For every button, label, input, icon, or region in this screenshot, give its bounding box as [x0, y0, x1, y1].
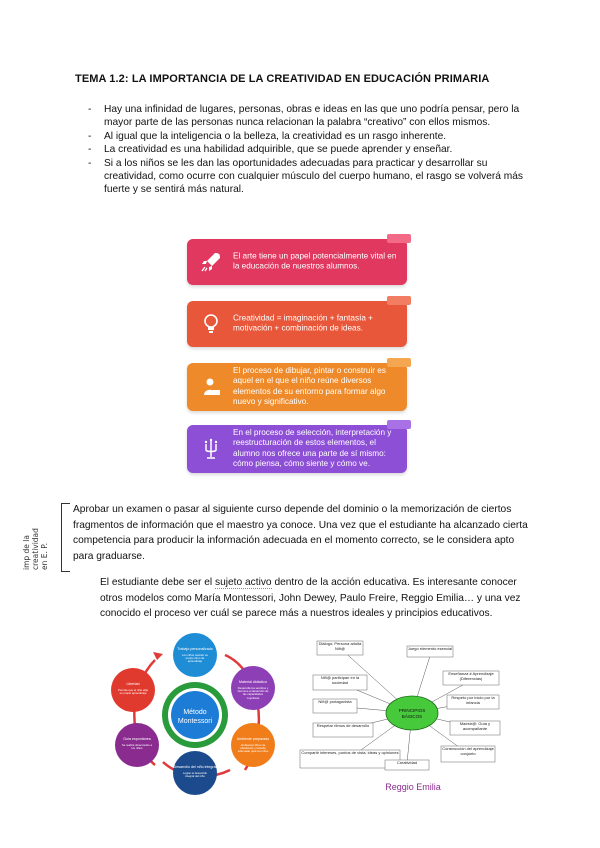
center-label: Método: [183, 709, 207, 716]
paragraph-active-subject: El estudiante debe ser el sujeto activo dentro de la acción educativa. Es interesante conocer otros modelos como María Montessori, John Dewey, Paulo Freire, Reggio Emilia… y una vez conocido el proceso ver cuál se parece más a nuestros ideales y principios educativos.: [100, 577, 521, 619]
list-item: - La creatividad es una habilidad adquirible, que se puede aprender y enseñar.: [88, 143, 528, 156]
card-text: El arte tiene un papel potencialmente vital en la educación de nuestros alumnos.: [233, 251, 397, 271]
svg-text:Guía espontánea: Guía espontánea: [123, 737, 151, 741]
list-item: - Si a los niños se les dan las oportunidades adecuadas para practicar y desarrollar su creatividad, como ocurre con cualquier músculo del cuerpo humano, el rasgo se volverá más fuerte y se sentirá más natural.: [88, 157, 528, 197]
card-selection-process: [187, 425, 407, 473]
bullet-list: [88, 103, 528, 197]
svg-text:Material didáctico: Material didáctico: [239, 680, 267, 684]
center-node: [386, 696, 438, 730]
card-text: En el proceso de selección, interpretación y reestructuración de estos elementos, el alumno nos ofrece una parte de sí mismo: cómo piensa, cómo siente y cómo ve.: [233, 428, 392, 469]
child-icon: [199, 375, 223, 399]
paragraph-exam: Aprobar un examen o pasar al siguiente curso depende del dominio o la memorización de ciertos fragmentos de información que el maestro ya conoce. Una vez que el estudiante ha alcanzado cierta competencia para producir la información adecuada en el momento correcto, se le considera apto para graduarse.: [73, 504, 528, 562]
card-creativity-formula: [187, 301, 407, 347]
svg-text:Desarrollo del niño integral: Desarrollo del niño integral: [173, 765, 217, 769]
list-item: - Al igual que la inteligencia o la belleza, la creatividad es un rasgo inherente.: [88, 130, 528, 143]
side-note-line: en E. P.: [40, 543, 49, 570]
card-art-role: [187, 239, 407, 285]
page-title: TEMA 1.2: LA IMPORTANCIA DE LA CREATIVIDAD EN EDUCACIÓN PRIMARIA: [75, 73, 490, 85]
montessori-diagram: Método Montessori Trabajo personalizado Material didáctico Ambiente preparado Desarrollo del niño integral Guía espontánea Libertad Los niños marcan su propio ritmo de aprendizaje Desarrolla los sentidos y favorece el desarrollo de las capacidades cognitivas Ambientes libres de obstáculos y tamaño adecuado para los niños Lograr el desarrollo integral del niño Se realiza observando a los niños Permite que el niño elija su propio aprendizaje: [95, 630, 290, 795]
side-note-line: imp de la: [22, 535, 31, 570]
lightbulb-icon: [199, 312, 223, 336]
candelabra-icon: [199, 437, 223, 461]
side-note-line: creatividad: [31, 528, 40, 570]
svg-text:BÁSICOS: BÁSICOS: [401, 714, 423, 719]
svg-text:Ambiente preparado: Ambiente preparado: [236, 737, 270, 741]
svg-text:Trabajo personalizado: Trabajo personalizado: [177, 647, 213, 651]
reggio-caption: Reggio Emilia: [385, 782, 441, 792]
highlighted-term: sujeto activo: [214, 577, 272, 588]
card-text: El proceso de dibujar, pintar o construir es aquel en el que el niño reúne diversos elementos de su entorno para formar algo nuevo y significativo.: [233, 366, 386, 407]
rocket-icon: [199, 250, 223, 274]
bracket: [61, 503, 70, 572]
svg-text:Libertad: Libertad: [126, 682, 140, 686]
card-drawing-process: [187, 363, 407, 411]
svg-text:PRINCIPIOS: PRINCIPIOS: [398, 708, 426, 713]
reggio-diagram: PRINCIPIOS BÁSICOS Diálogo: Persona adulta Niñ@ Juego elemento esencial Niñ@ participan en la sociedad Enseñanza ≠ Aprendizaje (Diferencias) Niñ@ protagonista Respeto por inicio por la infancia Respetar ritmos de desarrollo Maestr@: Guía y acompañante Compartir intereses, puntos de vista, ideas y opiniones Construcción del aprendizaje conjunto Creatividad Reggio Emilia: [295, 638, 530, 798]
card-text: Creatividad = imaginación + fantasía + motivación + combinación de ideas.: [233, 313, 373, 333]
list-item: - Hay una infinidad de lugares, personas, obras e ideas en las que uno podría pensar, pero la mayor parte de las personas nunca relacionan la palabra “creativo” con ellos mismos.: [88, 103, 528, 130]
center-label: Montessori: [177, 718, 213, 725]
